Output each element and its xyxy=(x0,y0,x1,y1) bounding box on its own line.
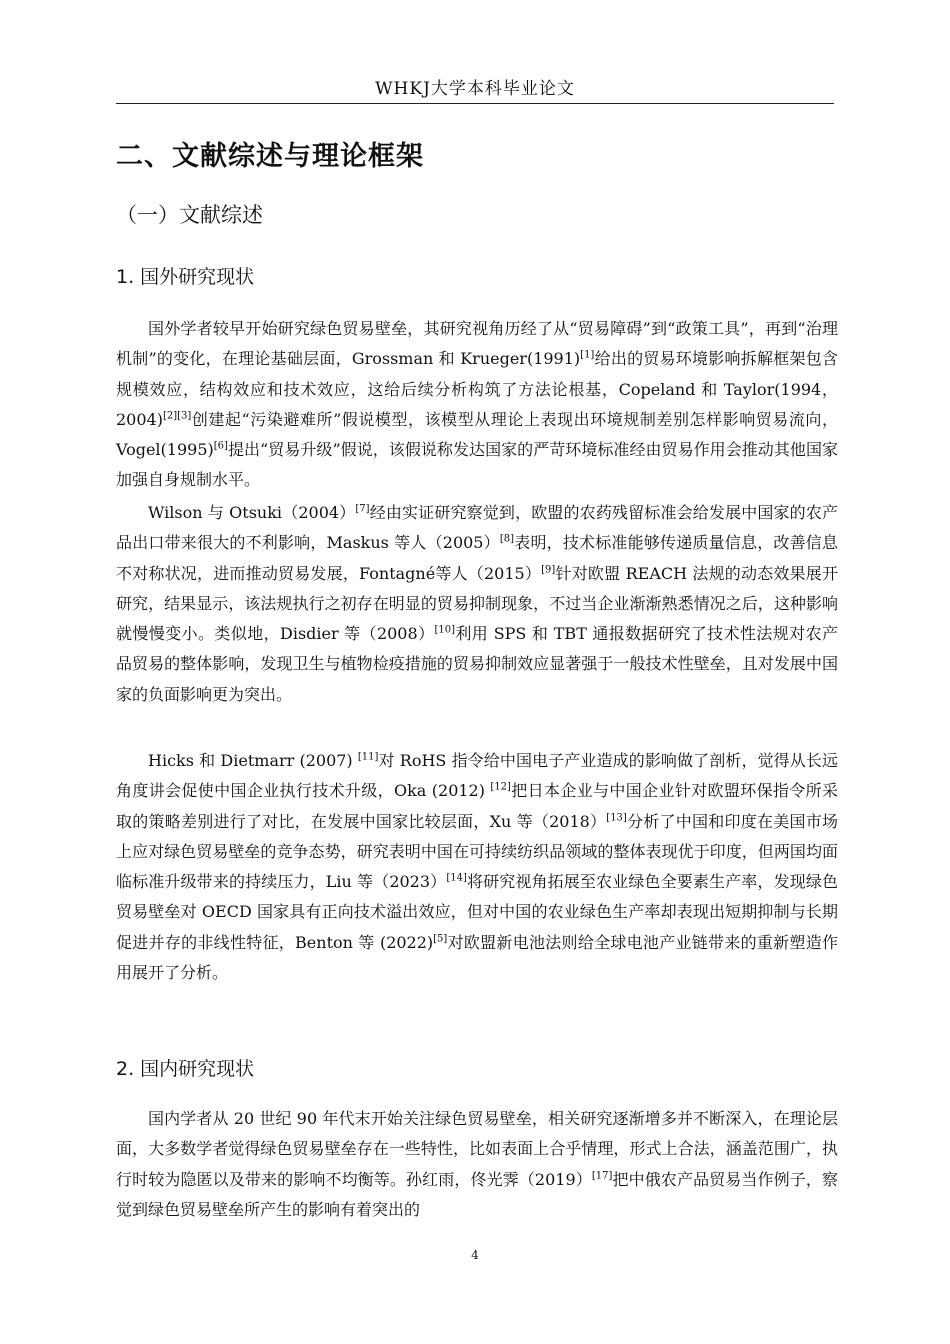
citation-marker: [12] xyxy=(490,781,511,793)
citation-marker: [5] xyxy=(433,933,448,945)
citation-marker: [14] xyxy=(446,872,467,884)
citation-marker: [10] xyxy=(434,624,455,636)
paragraph-1 xyxy=(116,314,838,496)
citation-marker: [17] xyxy=(591,1170,613,1182)
paragraph-text: 将研究视角拓展至农业绿色全要素生产率，发现绿色贸易壁垒对 OECD 国家具有正向技术溢出效应，但对中国的农业绿色生产率却表现出短期抑制与长期促进并存的非线性特征，Benton 等 (2022) xyxy=(116,872,838,952)
paragraph-text: 针对欧盟 REACH 法规的动态效果展开研究，结果显示，该法规执行之初存在明显的贸易抑制现象，不过当企业渐渐熟悉情况之后，这种影响就慢慢变小。类似地，Disdier 等（2008） xyxy=(116,563,838,644)
paragraph-text: 分析了中国和印度在美国市场上应对绿色贸易壁垒的竞争态势，研究表明中国在可持续纺织品领域的整体表现优于印度，但两国均面临标准升级带来的持续压力，Liu 等（2023） xyxy=(116,811,838,892)
paragraph-4 xyxy=(116,1104,838,1225)
paragraph-text: 给出的贸易环境影响拆解框架包含规模效应，结构效应和技术效应，这给后续分析构筑了方法论根基，Copeland 和 Taylor(1994，2004) xyxy=(116,349,838,429)
paragraph-3 xyxy=(116,746,838,988)
paragraph-text: 经由实证研究察觉到，欧盟的农药残留标准会给发展中国家的农产品出口带来很大的不利影响，Maskus 等人（2005） xyxy=(116,503,838,553)
citation-marker: [1] xyxy=(580,349,595,361)
paragraph-text: 把日本企业与中国企业针对欧盟环保指令所采取的策略差别进行了对比，在发展中国家比较层面，Xu 等（2018） xyxy=(116,781,838,831)
paragraph-text: Wilson 与 Otsuki（2004） xyxy=(148,503,356,522)
citation-marker: [9] xyxy=(541,564,556,576)
citation-marker: [6] xyxy=(213,440,228,452)
paragraph-text: 对欧盟新电池法则给全球电池产业链带来的重新塑造作用展开了分析。 xyxy=(116,932,838,983)
subsection-title-foreign: 1. 国外研究现状 xyxy=(116,266,255,288)
citation-marker: [8] xyxy=(499,533,515,545)
paragraph-text: 国外学者较早开始研究绿色贸易壁垒，其研究视角历经了从“贸易障碍”到“政策工具”，再到“治理机制”的变化，在理论基础层面，Grossman 和 Krueger(1991) xyxy=(116,319,838,369)
paragraph-text: 把中俄农产品贸易当作例子，察觉到绿色贸易壁垒所产生的影响有着突出的 xyxy=(116,1169,838,1219)
citation-marker: [2][3] xyxy=(162,410,192,422)
citation-marker: [7] xyxy=(355,503,370,515)
paragraph-text: 国内学者从 20 世纪 90 年代末开始关注绿色贸易壁垒，相关研究逐渐增多并不断深入，在理论层面，大多数学者觉得绿色贸易壁垒存在一些特性，比如表面上合乎情理，形式上合法，涵盖范围广，执行时较为隐匿以及带来的影响不均衡等。孙红雨，佟光霁（2019） xyxy=(116,1109,838,1189)
page-number: 4 xyxy=(471,1248,479,1262)
citation-marker: [13] xyxy=(606,812,627,824)
paragraph-text: 对 RoHS 指令给中国电子产业造成的影响做了剖析，觉得从长远角度讲会促使中国企业执行技术升级，Oka (2012) xyxy=(116,751,838,801)
paragraph-text: 利用 SPS 和 TBT 通报数据研究了技术性法规对农产品贸易的整体影响，发现卫生与植物检疫措施的贸易抑制效应显著强于一般技术性壁垒，且对发展中国家的负面影响更为突出。 xyxy=(116,624,838,704)
running-header xyxy=(0,74,950,99)
paragraph-text: 提出“贸易升级”假说，该假说称发达国家的严苛环境标准经由贸易作用会推动其他国家加强自身规制水平。 xyxy=(116,440,838,490)
paragraph-text: 创建起“污染避难所”假说模型，该模型从理论上表现出环境规制差别怎样影响贸易流向，Vogel(1995) xyxy=(116,409,838,460)
paragraph-text: 表明，技术标准能够传递质量信息，改善信息不对称状况，进而推动贸易发展，Fontagné等人（2015） xyxy=(116,533,838,583)
citation-marker: [11] xyxy=(357,751,379,763)
running-header-text: WHKJ大学本科毕业论文 xyxy=(375,79,575,99)
subsection-title-domestic: 2. 国内研究现状 xyxy=(116,1058,255,1080)
header-rule xyxy=(116,103,834,104)
paragraph-text: Hicks 和 Dietmarr (2007) xyxy=(148,751,358,770)
chapter-title: 二、文献综述与理论框架 xyxy=(116,141,424,172)
paragraph-2 xyxy=(116,498,838,710)
section-title: （一）文献综述 xyxy=(116,203,263,227)
